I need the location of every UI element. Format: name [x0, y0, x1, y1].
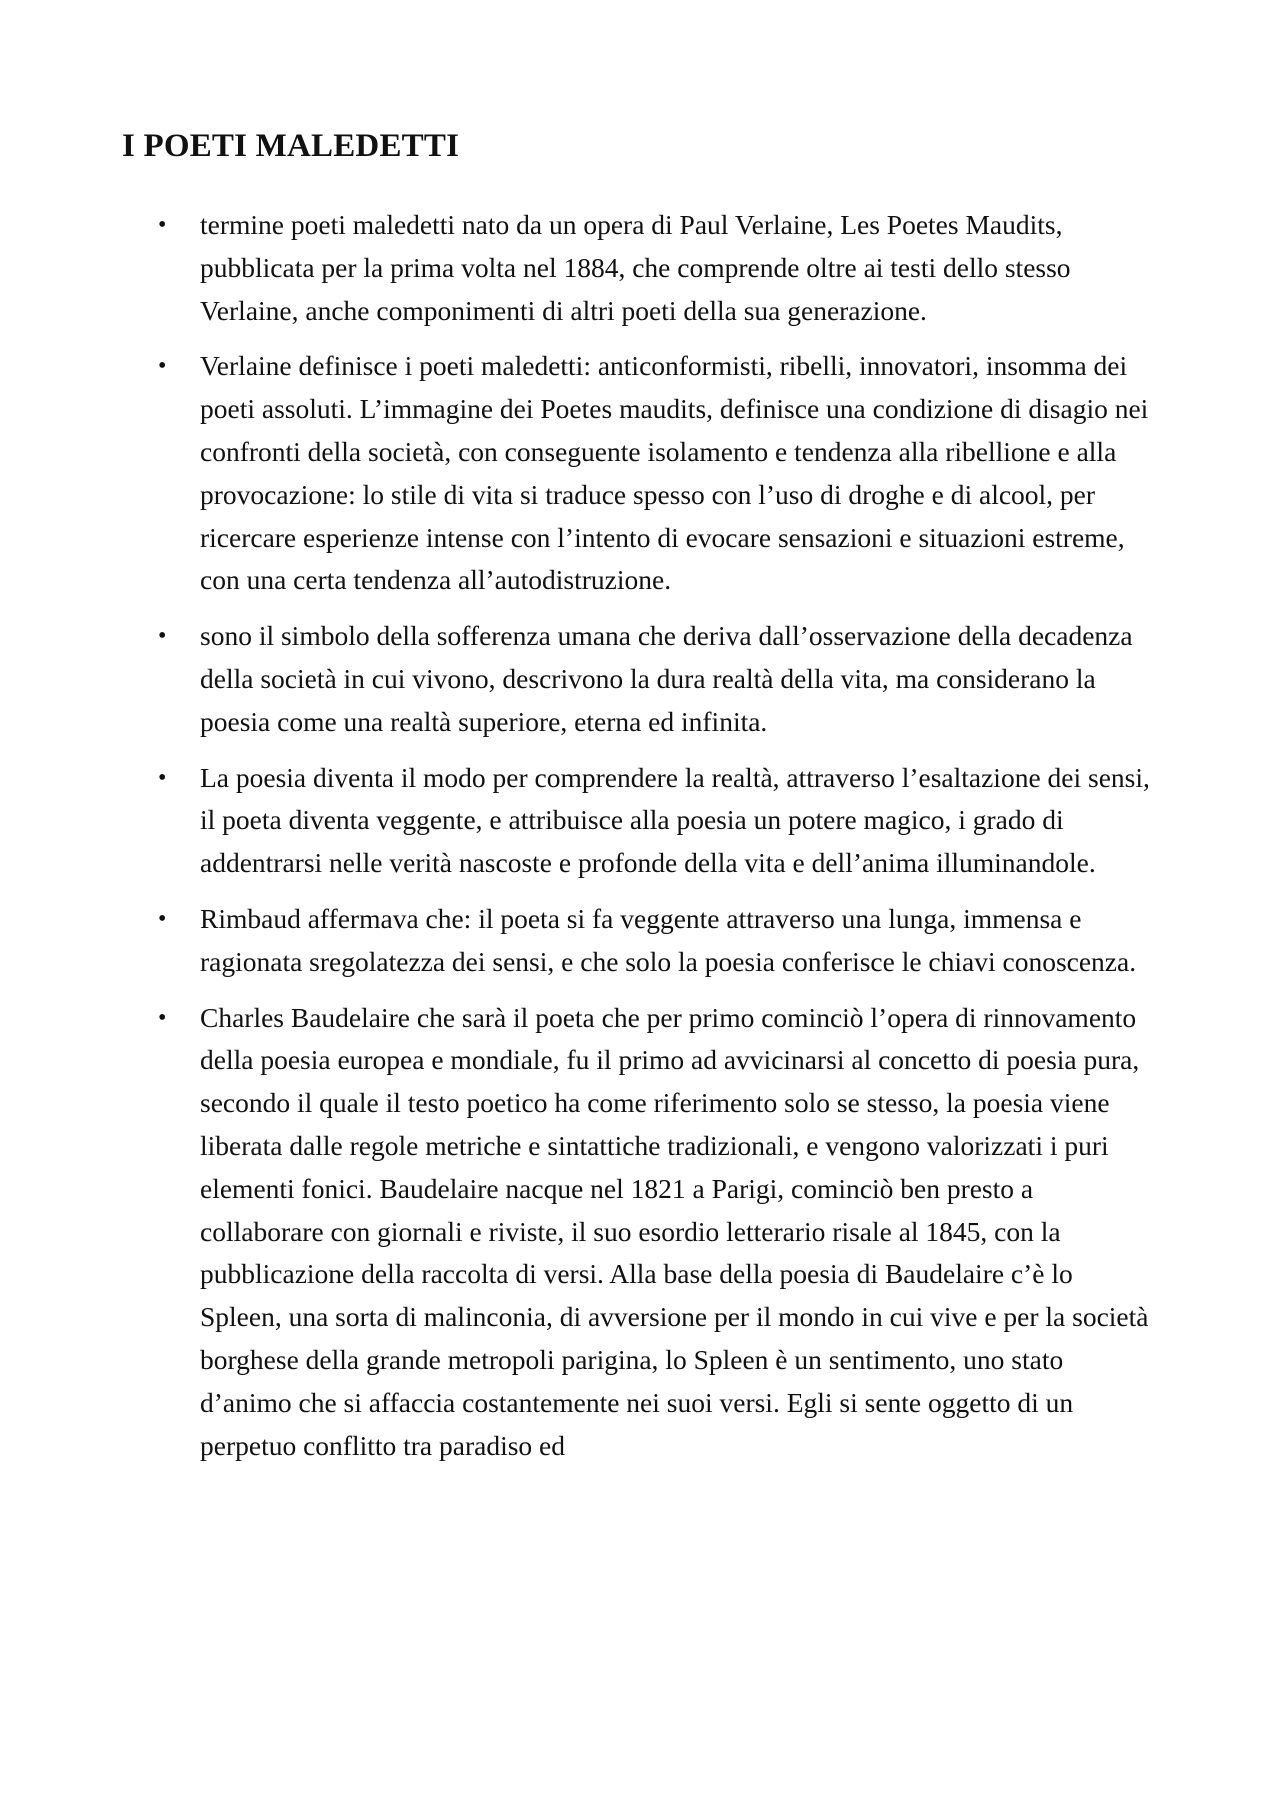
list-item — [0, 997, 1160, 1468]
bullet-text: Verlaine definisce i poeti maledetti: anticonformisti, ribelli, innovatori, insomma dei poeti assoluti. L’immagine dei Poetes maudits, definisce una condizione di disagio nei confronti della società, con conseguente isolamento e tendenza alla ribellione e alla provocazione: lo stile di vita si traduce spesso con l’uso di droghe e di alcool, per ricercare esperienze intense con l’intento di evocare sensazioni e situazioni estreme, con una certa tendenza all’autodistruzione. — [200, 350, 1149, 596]
list-item — [0, 757, 1160, 885]
bullet-text: La poesia diventa il modo per comprendere la realtà, attraverso l’esaltazione dei sensi, il poeta diventa veggente, e attribuisce alla poesia un potere magico, i grado di addentrarsi nelle verità nascoste e profonde della vita e dell’anima illuminandole. — [200, 761, 1150, 879]
bullet-icon: • — [158, 1004, 167, 1031]
list-item — [0, 345, 1160, 602]
bullet-icon: • — [158, 623, 167, 650]
bullet-icon: • — [158, 353, 167, 380]
bullet-list — [0, 204, 1280, 1480]
page-title: I POETI MALEDETTI — [122, 128, 460, 164]
bullet-text: termine poeti maledetti nato da un opera di Paul Verlaine, Les Poetes Maudits, pubblicata per la prima volta nel 1884, che comprende oltre ai testi dello stesso Verlaine, anche componimenti di altri poeti della sua generazione. — [200, 209, 1071, 326]
list-item — [0, 204, 1160, 332]
bullet-text: Rimbaud affermava che: il poeta si fa veggente attraverso una lunga, immensa e ragionata sregolatezza dei sensi, e che solo la poesia conferisce le chiavi conoscenza. — [200, 902, 1137, 977]
bullet-icon: • — [158, 212, 167, 238]
list-item — [0, 615, 1160, 743]
bullet-text: sono il simbolo della sofferenza umana che deriva dall’osservazione della decadenza della società in cui vivono, descrivono la dura realtà della vita, ma considerano la poesia come una realtà superiore, eterna ed infinita. — [200, 620, 1133, 737]
bullet-icon: • — [158, 764, 167, 791]
list-item — [0, 898, 1160, 984]
bullet-text: Charles Baudelaire che sarà il poeta che per primo cominciò l’opera di rinnovamento della poesia europea e mondiale, fu il primo ad avvicinarsi al concetto di poesia pura, secondo il quale il testo poetico ha come riferimento solo se stesso, la poesia viene liberata dalle regole metriche e sintattiche tradizionali, e vengono valorizzati i puri elementi fonici. Baudelaire nacque nel 1821 a Parigi, cominciò ben presto a collaborare con giornali e riviste, il suo esordio letterario risale al 1845, con la pubblicazione della raccolta di versi. Alla base della poesia di Baudelaire c’è lo Spleen, una sorta di malinconia, di avversione per il mondo in cui vive e per la società borghese della grande metropoli parigina, lo Spleen è un sentimento, uno stato d’animo che si affaccia costantemente nei suoi versi. Egli si sente oggetto di un perpetuo conflitto tra paradiso ed — [200, 1001, 1149, 1461]
bullet-icon: • — [158, 905, 167, 932]
